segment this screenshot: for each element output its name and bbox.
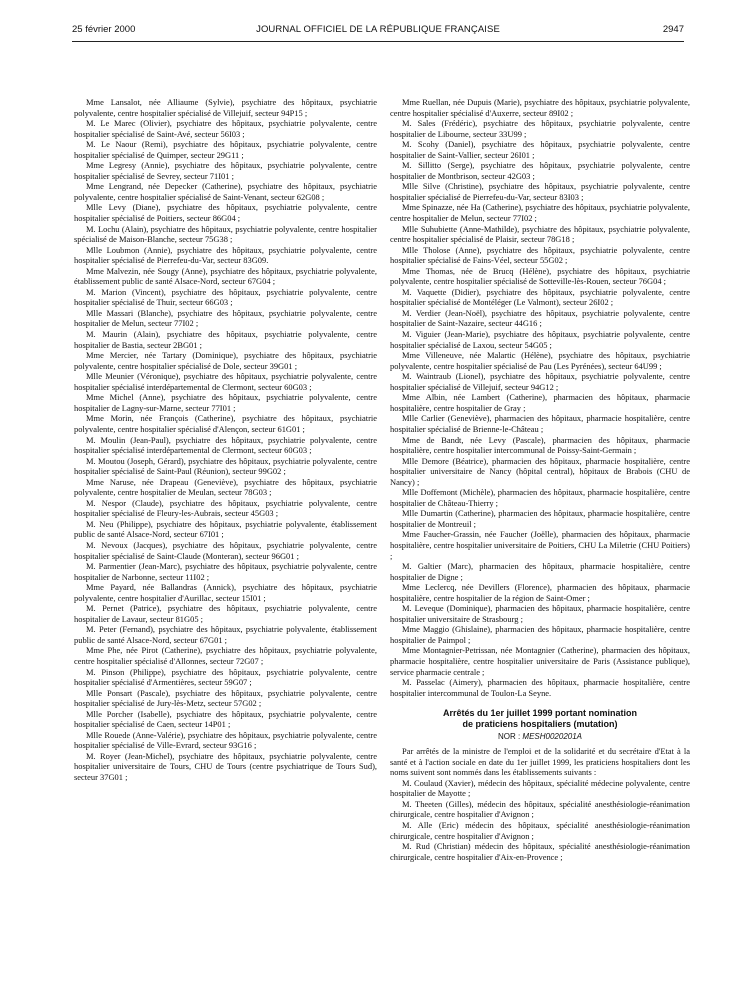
list-item: Mme Malvezin, née Sougy (Anne), psychiatre des hôpitaux, psychiatrie polyvalente, établissement public de santé Alsace-Nord, secteur 67G04 ; <box>74 265 377 287</box>
list-item: M. Le Naour (Remi), psychiatre des hôpitaux, psychiatrie polyvalente, centre hospitalier spécialisé de Quimper, secteur 29G11 ; <box>74 139 377 160</box>
list-item: Mlle Suhubiette (Anne-Mathilde), psychiatre des hôpitaux, psychiatrie polyvalente, centre hospitalier spécialisé de Plaisir, secteur 78G18 ; <box>390 223 690 245</box>
list-item: M. Pinson (Philippe), psychiatre des hôpitaux, psychiatrie polyvalente, centre hospitalier spécialisé d'Armentières, secteur 59G07 ; <box>74 666 377 688</box>
list-item: M. Vaquette (Didier), psychiatre des hôpitaux, psychiatrie polyvalente, centre hospitalier spécialisé de Montéléger (Le Valmont), secteur 26I02 ; <box>390 286 690 308</box>
list-item: Mme Thomas, née de Brucq (Hélène), psychiatre des hôpitaux, psychiatrie polyvalente, centre hospitalier spécialisé de Sotteville-lès-Rouen, secteur 76G04 ; <box>390 265 690 287</box>
section-title-line-2: de praticiens hospitaliers (mutation) <box>462 719 618 730</box>
list-item: Mlle Levy (Diane), psychiatre des hôpitaux, psychiatrie polyvalente, centre hospitalier spécialisé de Poitiers, secteur 86G04 ; <box>74 202 377 224</box>
list-item: Mme Naruse, née Drapeau (Geneviève), psychiatre des hôpitaux, psychiatrie polyvalente, centre hospitalier de Meulan, secteur 78G03 ; <box>74 476 377 498</box>
list-item: M. Nespor (Claude), psychiatre des hôpitaux, psychiatrie polyvalente, centre hospitalier spécialisé de Fleury-les-Aubrais, secteur 45G03 ; <box>74 497 377 519</box>
list-item: M. Moulin (Jean-Paul), psychiatre des hôpitaux, psychiatrie polyvalente, centre hospitalier spécialisé interdépartemental de Clermont, secteur 60G03 ; <box>74 434 377 456</box>
list-item: M. Rud (Christian) médecin des hôpitaux, spécialité anesthésiologie-réanimation chirurgicale, centre hospitalier d'Aix-en-Provence ; <box>390 841 690 862</box>
list-item: M. Leveque (Dominique), pharmacien des hôpitaux, pharmacie hospitalière, centre hospitalier universitaire de Strasbourg ; <box>390 603 690 624</box>
list-item: M. Maurin (Alain), psychiatre des hôpitaux, psychiatrie polyvalente, centre hospitalier de Bastia, secteur 2BG01 ; <box>74 329 377 350</box>
list-item: Mme Albin, née Lambert (Catherine), pharmacien des hôpitaux, pharmacie hospitalière, centre hospitalier de Gray ; <box>390 392 690 413</box>
list-item: Mlle Porcher (Isabelle), psychiatre des hôpitaux, psychiatrie polyvalente, centre hospitalier spécialisé de Caen, secteur 14P01 ; <box>74 708 377 730</box>
nor-label: NOR : <box>497 732 523 742</box>
list-item: M. Sales (Frédéric), psychiatre des hôpitaux, psychiatrie polyvalente, centre hospitalier de Libourne, secteur 33U99 ; <box>390 118 690 139</box>
right-column-list <box>390 97 690 698</box>
list-item: Mlle Demore (Béatrice), pharmacien des hôpitaux, pharmacie hospitalière, centre hospitalier universitaire de Nancy (hôpital central), hôpitaux de Brabois (CHU de Nancy) ; <box>390 455 690 487</box>
list-item: Mme Lansalot, née Alliaume (Sylvie), psychiatre des hôpitaux, psychiatrie polyvalente, centre hospitalier spécialisé de Villejuif, secteur 94P15 ; <box>74 97 377 118</box>
list-item: Mme Morin, née François (Catherine), psychiatre des hôpitaux, psychiatrie polyvalente, centre hospitalier spécialisé d'Alençon, secteur 61G01 ; <box>74 413 377 434</box>
list-item: M. Coulaud (Xavier), médecin des hôpitaux, spécialité médecine polyvalente, centre hospitalier de Mayotte ; <box>390 777 690 799</box>
list-item: Mme de Bandt, née Levy (Pascale), pharmacien des hôpitaux, pharmacie hospitalière, centre hospitalier intercommunal de Poissy-Saint-Germain ; <box>390 434 690 456</box>
list-item: Mme Lengrand, née Depecker (Catherine), psychiatre des hôpitaux, psychiatrie polyvalente, centre hospitalier spécialisé de Saint-Venant, secteur 62G08 ; <box>74 181 377 202</box>
list-item: M. Pernet (Patrice), psychiatre des hôpitaux, psychiatrie polyvalente, centre hospitalier de Lavaur, secteur 81G05 ; <box>74 603 377 624</box>
right-column <box>390 97 690 862</box>
list-item: M. Marion (Vincent), psychiatre des hôpitaux, psychiatrie polyvalente, centre hospitalier spécialisé de Thuir, secteur 66G03 ; <box>74 286 377 308</box>
list-item: M. Waintraub (Lionel), psychiatre des hôpitaux, psychiatrie polyvalente, centre hospitalier spécialisé de Villejuif, secteur 94G12 ; <box>390 371 690 392</box>
section-title-line-1: Arrêtés du 1er juillet 1999 portant nomination <box>442 708 638 719</box>
journal-title: JOURNAL OFFICIEL DE LA RÉPUBLIQUE FRANÇAISE <box>256 24 500 35</box>
list-item: M. Galtier (Marc), pharmacien des hôpitaux, pharmacie hospitalière, centre hospitalier de Digne ; <box>390 561 690 582</box>
list-item: Mme Phe, née Pirot (Catherine), psychiatre des hôpitaux, psychiatrie polyvalente, centre hospitalier spécialisé d'Allonnes, secteur 72G07 ; <box>74 645 377 666</box>
section-title <box>390 708 690 730</box>
list-item: Mlle Loubmon (Annie), psychiatre des hôpitaux, psychiatrie polyvalente, centre hospitalier spécialisé de Pierrefeu-du-Var, secteur 83G09. <box>74 244 377 266</box>
nor-code: MESH0020201A <box>522 732 583 742</box>
left-column <box>74 97 377 783</box>
list-item: M. Parmentier (Jean-Marc), psychiatre des hôpitaux, psychiatrie polyvalente, centre hospitalier de Narbonne, secteur 11I02 ; <box>74 561 377 582</box>
list-item: Mlle Ponsart (Pascale), psychiatre des hôpitaux, psychiatrie polyvalente, centre hospitalier spécialisé de Jury-lès-Metz, secteur 57G02 ; <box>74 687 377 709</box>
list-item: Mme Leclercq, née Devillers (Florence), pharmacien des hôpitaux, pharmacie hospitalière, centre hospitalier de la région de Saint-Omer ; <box>390 582 690 603</box>
list-item: Mme Montagnier-Petrissan, née Montagnier (Catherine), pharmacien des hôpitaux, pharmacie hospitalière, centre hospitalier universitaire de Paris (Assistance publique), service pharmacie centrale ; <box>390 645 690 677</box>
list-item: M. Peter (Fernand), psychiatre des hôpitaux, psychiatrie polyvalente, établissement public de santé Alsace-Nord, secteur 67G01 ; <box>74 624 377 645</box>
list-item: Mme Maggio (Ghislaine), pharmacien des hôpitaux, pharmacie hospitalière, centre hospitalier de Paimpol ; <box>390 624 690 645</box>
list-item: Mlle Carlier (Geneviève), pharmacien des hôpitaux, pharmacie hospitalière, centre hospitalier spécialisé de Brienne-le-Château ; <box>390 413 690 434</box>
section-entries <box>390 778 690 862</box>
page-header <box>72 24 684 38</box>
list-item: Mme Legresy (Annie), psychiatre des hôpitaux, psychiatrie polyvalente, centre hospitalier spécialisé de Sevrey, secteur 71I01 ; <box>74 160 377 181</box>
list-item: M. Lochu (Alain), psychiatre des hôpitaux, psychiatrie polyvalente, centre hospitalier spécialisé de Maison-Blanche, secteur 75G38 ; <box>74 223 377 245</box>
list-item: M. Passelac (Aimery), pharmacien des hôpitaux, pharmacie hospitalière, centre hospitalier intercommunal de Toulon-La Seyne. <box>390 677 690 698</box>
list-item: M. Alle (Eric) médecin des hôpitaux, spécialité anesthésiologie-réanimation chirurgicale, centre hospitalier d'Avignon ; <box>390 820 690 841</box>
list-item: M. Theeten (Gilles), médecin des hôpitaux, spécialité anesthésiologie-réanimation chirurgicale, centre hospitalier d'Avignon ; <box>390 798 690 820</box>
list-item: Mlle Doffemont (Michèle), pharmacien des hôpitaux, pharmacie hospitalière, centre hospitalier de Château-Thierry ; <box>390 487 690 508</box>
list-item: Mlle Silve (Christine), psychiatre des hôpitaux, psychiatrie polyvalente, centre hospitalier spécialisé de Pierrefeu-du-Var, secteur 83I03 ; <box>390 181 690 202</box>
list-item: Mlle Tholose (Anne), psychiatre des hôpitaux, psychiatrie polyvalente, centre hospitalier spécialisé de Fains-Véel, secteur 55G02 ; <box>390 244 690 266</box>
header-rule <box>72 41 684 42</box>
list-item: M. Scohy (Daniel), psychiatre des hôpitaux, psychiatrie polyvalente, centre hospitalier de Saint-Vallier, secteur 26I01 ; <box>390 139 690 160</box>
list-item: Mlle Meunier (Véronique), psychiatre des hôpitaux, psychiatrie polyvalente, centre hospitalier spécialisé interdépartemental de Clermont, secteur 60G03 ; <box>74 371 377 392</box>
list-item: M. Neu (Philippe), psychiatre des hôpitaux, psychiatrie polyvalente, établissement public de santé Alsace-Nord, secteur 67I01 ; <box>74 518 377 540</box>
list-item: Mme Mercier, née Tartary (Dominique), psychiatre des hôpitaux, psychiatrie polyvalente, centre hospitalier spécialisé de Dole, secteur 39G01 ; <box>74 350 377 371</box>
list-item: Mme Ruellan, née Dupuis (Marie), psychiatre des hôpitaux, psychiatrie polyvalente, centre hospitalier spécialisé d'Auxerre, secteur 89I02 ; <box>390 97 690 118</box>
list-item: Mme Villeneuve, née Malartic (Hélène), psychiatre des hôpitaux, psychiatrie polyvalente, centre hospitalier spécialisé de Pau (Les Pyrénées), secteur 64U99 ; <box>390 350 690 371</box>
issue-date: 25 février 2000 <box>72 24 136 35</box>
list-item: M. Viguier (Jean-Marie), psychiatre des hôpitaux, psychiatrie polyvalente, centre hospitalier spécialisé de Laxou, secteur 54G05 ; <box>390 329 690 350</box>
nor-reference <box>390 732 690 742</box>
list-item: Mme Spinazze, née Ha (Catherine), psychiatre des hôpitaux, psychiatrie polyvalente, centre hospitalier de Melun, secteur 77I02 ; <box>390 202 690 224</box>
list-item: M. Royer (Jean-Michel), psychiatre des hôpitaux, psychiatrie polyvalente, centre hospitalier universitaire de Tours, CHU de Tours (centre psychiatrique de Tours Sud), secteur 37G01 ; <box>74 750 377 782</box>
list-item: M. Sillitto (Serge), psychiatre des hôpitaux, psychiatrie polyvalente, centre hospitalier de Montbrison, secteur 42G03 ; <box>390 160 690 181</box>
list-item: M. Moutou (Joseph, Gérard), psychiatre des hôpitaux, psychiatrie polyvalente, centre hospitalier spécialisé de Saint-Paul (Réunion), secteur 99G02 ; <box>74 455 377 477</box>
list-item: Mlle Rouede (Anne-Valérie), psychiatre des hôpitaux, psychiatrie polyvalente, centre hospitalier spécialisé de Ville-Evrard, secteur 93G16 ; <box>74 729 377 751</box>
list-item: M. Le Marec (Olivier), psychiatre des hôpitaux, psychiatrie polyvalente, centre hospitalier spécialisé de Saint-Avé, secteur 56I03 ; <box>74 118 377 139</box>
list-item: M. Verdier (Jean-Noël), psychiatre des hôpitaux, psychiatrie polyvalente, centre hospitalier de Saint-Nazaire, secteur 44G16 ; <box>390 307 690 329</box>
list-item: Mme Payard, née Ballandras (Annick), psychiatre des hôpitaux, psychiatrie polyvalente, centre hospitalier d'Aurillac, secteur 15I01 ; <box>74 582 377 603</box>
list-item: Mme Faucher-Grassin, née Faucher (Joëlle), pharmacien des hôpitaux, pharmacie hospitalière, centre hospitalier universitaire de Poitiers, CHU La Miletrie (CHU Poitiers) ; <box>390 529 690 561</box>
page-number: 2947 <box>662 24 684 35</box>
list-item: Mlle Massari (Blanche), psychiatre des hôpitaux, psychiatrie polyvalente, centre hospitalier de Melun, secteur 77I02 ; <box>74 307 377 329</box>
list-item: M. Nevoux (Jacques), psychiatre des hôpitaux, psychiatrie polyvalente, centre hospitalier spécialisé de Saint-Claude (Monteran), secteur 96G01 ; <box>74 539 377 561</box>
list-item: Mlle Dumartin (Catherine), pharmacien des hôpitaux, pharmacie hospitalière, centre hospitalier de Montreuil ; <box>390 508 690 529</box>
section-intro: Par arrêtés de la ministre de l'emploi et de la solidarité et du secrétaire d'Etat à la santé et à l'action sociale en date du 1er juillet 1999, les praticiens hospitaliers dont les noms suivent sont nommés dans les établissements suivants : <box>390 746 690 778</box>
list-item: Mme Michel (Anne), psychiatre des hôpitaux, psychiatrie polyvalente, centre hospitalier de Lagny-sur-Marne, secteur 77I01 ; <box>74 392 377 413</box>
